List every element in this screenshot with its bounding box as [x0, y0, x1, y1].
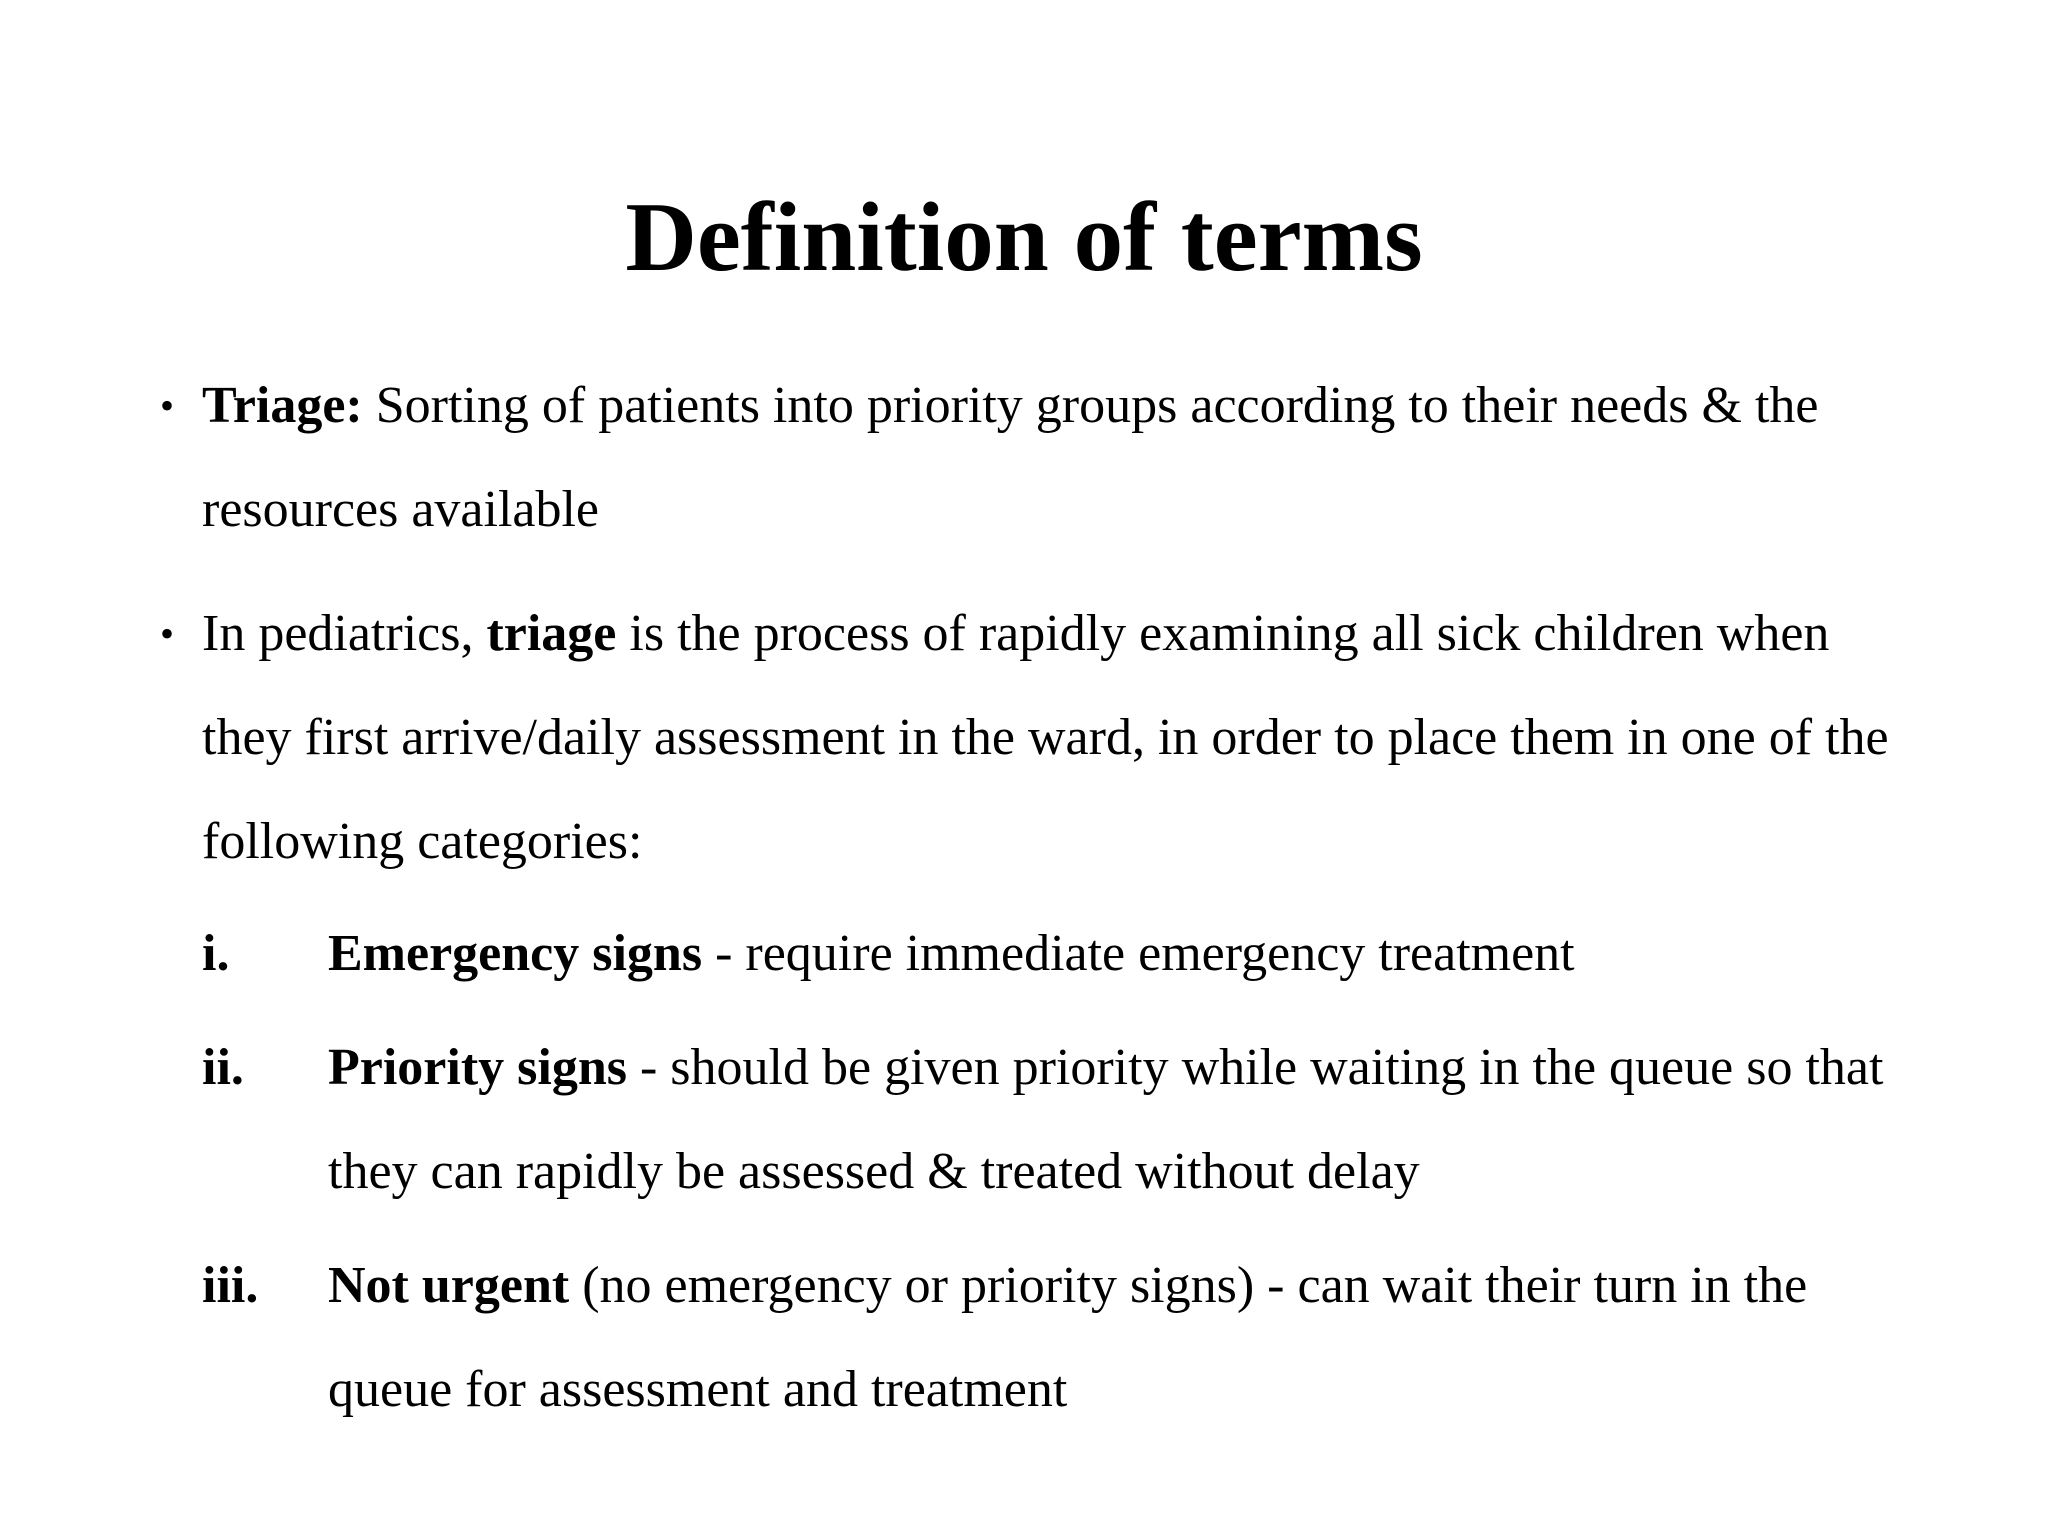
category-item-not-urgent [202, 1234, 1920, 1442]
category-text: - require immediate emergency treatment [702, 925, 1575, 982]
category-number: iii. [202, 1257, 259, 1314]
slide-title: Definition of terms [625, 183, 1423, 292]
bullet-item-pediatrics [160, 582, 1920, 1442]
definition-text: is the process of rapidly examining all sick children when they first arrive/daily assessment in the ward, in order to place them in one of the following categories: [202, 605, 1889, 870]
category-text: (no emergency or priority signs) - can wait their turn in the queue for assessment and treatment [328, 1257, 1808, 1418]
category-text: - should be given priority while waiting in the queue so that they can rapidly be assessed & treated without delay [328, 1039, 1884, 1200]
category-term: Priority signs [328, 1039, 627, 1096]
bullet-icon: • [160, 611, 175, 656]
definition-text: Sorting of patients into priority groups according to their needs & the resources available [202, 377, 1819, 538]
bullet-item-triage [160, 354, 1920, 562]
term-triage-inline: triage [486, 605, 617, 662]
bullet-list [160, 354, 1920, 1462]
category-term: Emergency signs [328, 925, 703, 982]
category-number: i. [202, 925, 230, 982]
bullet-prefix-text: In pediatrics, [202, 605, 487, 662]
category-item-priority [202, 1016, 1920, 1224]
category-term: Not urgent [328, 1257, 570, 1314]
category-item-emergency [202, 902, 1920, 1006]
bullet-icon: • [160, 383, 175, 428]
category-list [202, 902, 1920, 1442]
term-triage: Triage: [202, 377, 363, 434]
category-number: ii. [202, 1039, 244, 1096]
